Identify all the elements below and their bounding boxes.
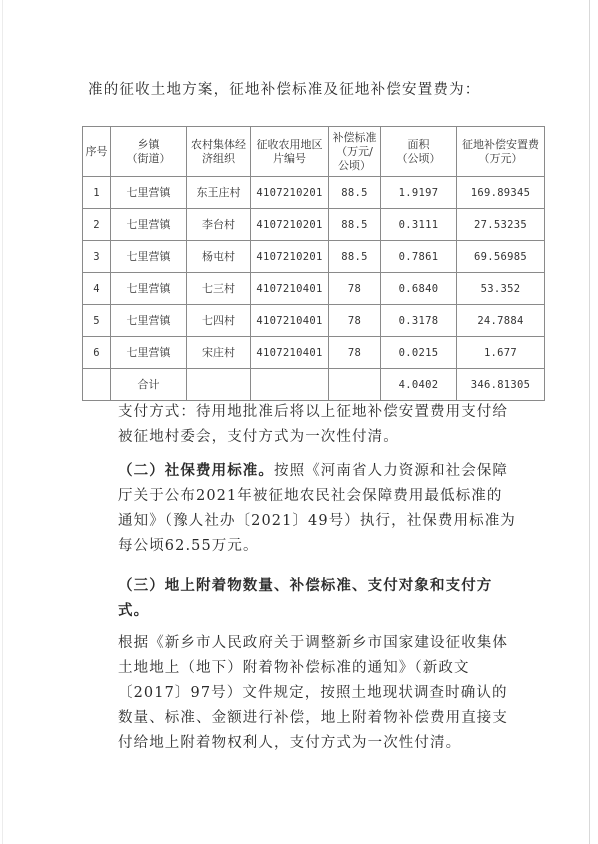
- header-parcel-code: [251, 127, 329, 177]
- cell-collective: 东王庄村: [187, 177, 251, 209]
- cell-collective: 宋庄村: [187, 337, 251, 369]
- cell-town: 七里营镇: [111, 177, 187, 209]
- compensation-table: [82, 126, 545, 401]
- header-collective: [187, 127, 251, 177]
- cell-town: 七里营镇: [111, 273, 187, 305]
- cell-parcel-code: 4107210201: [251, 177, 329, 209]
- table-row: [83, 305, 545, 337]
- cell-standard: 88.5: [329, 209, 381, 241]
- page-edge-left: [2, 0, 3, 844]
- cell-empty: [83, 369, 111, 401]
- total-fee: 346.81305: [457, 369, 545, 401]
- table-row: [83, 273, 545, 305]
- table-header-row: [83, 127, 545, 177]
- cell-area: 0.3178: [381, 305, 457, 337]
- section-3-body: 根据《新乡市人民政府关于调整新乡市国家建设征收集体土地地上（地下）附着物补偿标准的通知》（新政文〔2017〕97号）文件规定，按照土地现状调查时确认的数量、标准、金额进行补偿，地上附着物补偿费用直接支付给地上附着物权利人，支付方式为一次性付清。: [118, 635, 508, 751]
- table-row: [83, 177, 545, 209]
- header-standard: [329, 127, 381, 177]
- cell-town: 七里营镇: [111, 337, 187, 369]
- cell-index: 6: [83, 337, 111, 369]
- cell-standard: 78: [329, 305, 381, 337]
- header-parcel-code-text: 征收农用地区 片编号: [256, 137, 323, 165]
- cell-area: 0.6840: [381, 273, 457, 305]
- cell-standard: 88.5: [329, 241, 381, 273]
- total-label: 合计: [111, 369, 187, 401]
- cell-town: 七里营镇: [111, 209, 187, 241]
- table-row: [83, 209, 545, 241]
- section-2-heading: （二）社保费用标准。: [118, 462, 274, 479]
- cell-index: 3: [83, 241, 111, 273]
- section-2-content: [88, 458, 518, 559]
- header-collective-text: 农村集体经 济组织: [191, 137, 246, 165]
- cell-parcel-code: 4107210401: [251, 337, 329, 369]
- table-total-row: [83, 369, 545, 401]
- cell-collective: 杨屯村: [187, 241, 251, 273]
- cell-fee: 24.7884: [457, 305, 545, 337]
- cell-area: 0.0215: [381, 337, 457, 369]
- header-town: [111, 127, 187, 177]
- page-edge-right: [589, 0, 590, 844]
- cell-area: 0.7861: [381, 241, 457, 273]
- header-town-text: 乡镇 （街道）: [126, 137, 171, 165]
- cell-index: 2: [83, 209, 111, 241]
- cell-index: 1: [83, 177, 111, 209]
- cell-fee: 53.352: [457, 273, 545, 305]
- payment-text: 支付方式：待用地批准后将以上征地补偿安置费用支付给被征地村委会，支付方式为一次性付清。: [118, 404, 508, 445]
- cell-collective: 七三村: [187, 273, 251, 305]
- header-standard-text: 补偿标准 （万元/ 公顷）: [332, 130, 377, 172]
- cell-area: 0.3111: [381, 209, 457, 241]
- cell-parcel-code: 4107210401: [251, 305, 329, 337]
- header-area: [381, 127, 457, 177]
- cell-fee: 27.53235: [457, 209, 545, 241]
- total-area: 4.0402: [381, 369, 457, 401]
- header-area-text: 面积 （公顷）: [396, 137, 441, 165]
- cell-parcel-code: 4107210201: [251, 241, 329, 273]
- cell-area: 1.9197: [381, 177, 457, 209]
- cell-collective: 七四村: [187, 305, 251, 337]
- cell-collective: 李台村: [187, 209, 251, 241]
- cell-index: 5: [83, 305, 111, 337]
- header-fee: [457, 127, 545, 177]
- cell-empty: [329, 369, 381, 401]
- cell-fee: 1.677: [457, 337, 545, 369]
- cell-parcel-code: 4107210401: [251, 273, 329, 305]
- cell-standard: 88.5: [329, 177, 381, 209]
- section-3: [88, 573, 518, 756]
- cell-empty: [251, 369, 329, 401]
- cell-standard: 78: [329, 337, 381, 369]
- cell-town: 七里营镇: [111, 305, 187, 337]
- payment-paragraph: [88, 400, 518, 450]
- cell-standard: 78: [329, 273, 381, 305]
- cell-empty: [187, 369, 251, 401]
- cell-town: 七里营镇: [111, 241, 187, 273]
- cell-index: 4: [83, 273, 111, 305]
- cell-fee: 169.89345: [457, 177, 545, 209]
- cell-fee: 69.56985: [457, 241, 545, 273]
- header-index: 序号: [83, 127, 111, 177]
- table-row: [83, 337, 545, 369]
- header-fee-text: 征地补偿安置费 （万元）: [462, 137, 539, 165]
- section-2: [88, 458, 518, 559]
- table-row: [83, 241, 545, 273]
- cell-parcel-code: 4107210201: [251, 209, 329, 241]
- section-3-heading: （三）地上附着物数量、补偿标准、支付对象和支付方式。: [118, 577, 493, 619]
- intro-line: 准的征收土地方案，征地补偿标准及征地补偿安置费为：: [88, 82, 481, 98]
- section-2-body: 按照《河南省人力资源和社会保障厅关于公布2021年被征地农民社会保障费用最低标准的通知》（豫人社办〔2021〕49号）执行，社保费用标准为每公顷62.55万元。: [118, 463, 516, 554]
